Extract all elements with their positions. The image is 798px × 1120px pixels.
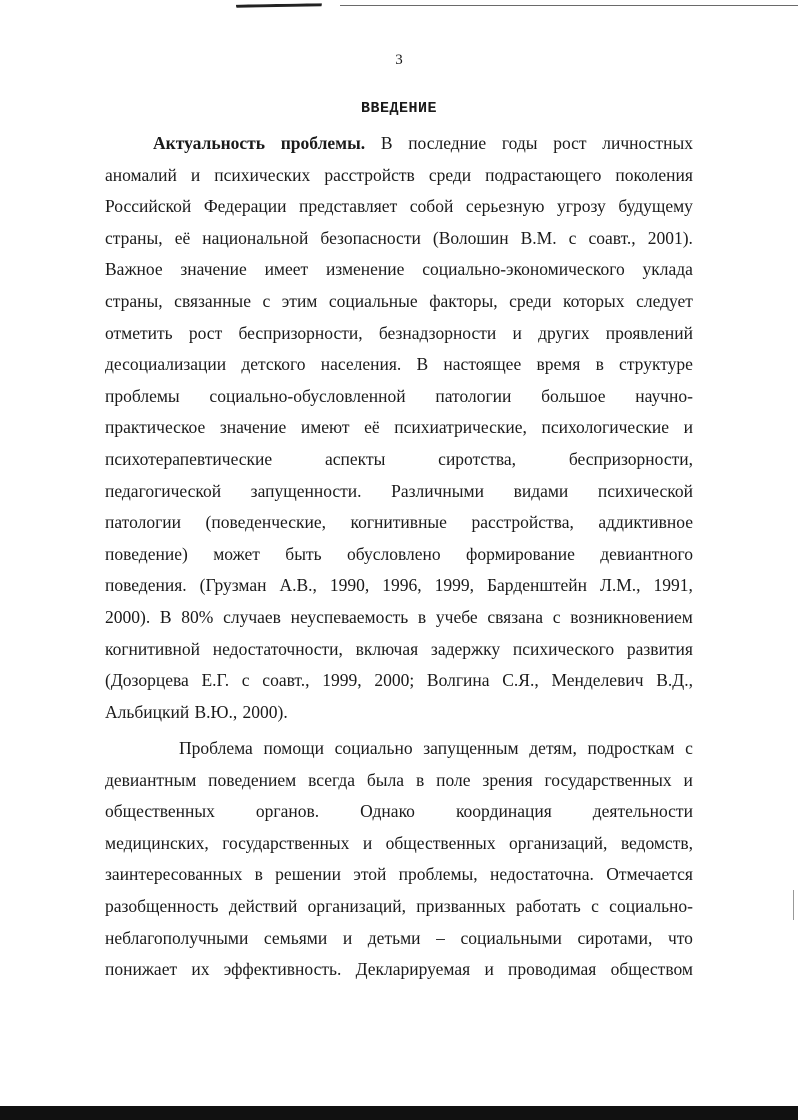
text-line [105,381,693,413]
word: 1996, [382,575,422,596]
word: её [174,227,191,248]
word: настоящее [443,354,522,375]
word: случаев [223,606,281,627]
word: (Дозорцева [105,670,189,691]
word: факторы, [429,290,498,311]
word: научно- [635,385,693,406]
word: среди [509,290,552,311]
word: с [591,895,599,916]
word: страны, [105,227,163,248]
word: их [191,959,210,980]
word: общественных [105,801,215,822]
word: государственных [222,832,350,853]
word: в [417,606,427,627]
word: угрозу [557,196,606,217]
word: Волгина [426,670,490,691]
word: когнитивные [350,512,447,533]
text-line [105,602,693,634]
word: быть [285,543,322,564]
word: психотерапевтические [105,448,273,469]
word: безнадзорности [378,322,497,343]
word: других [538,322,590,343]
word: расстройства, [471,512,574,533]
word: работать [516,895,581,916]
text-line [105,954,693,986]
word: аспекты [325,448,386,469]
word: в [415,769,425,790]
word: 2000; [374,670,415,691]
word: среди [428,164,472,185]
word: с [262,290,271,311]
word: представляет [299,196,398,217]
word: В [380,133,393,153]
word: этой [353,864,387,885]
word: проблемы. [280,133,366,153]
word: большое [541,385,606,406]
text-line [105,697,693,729]
word: и [190,164,201,185]
word: обусловлено [347,543,441,564]
text-line [105,476,693,508]
text-line [105,796,693,828]
word: соавт., [588,227,636,248]
word: неуспеваемость [290,606,409,627]
text-line [105,923,693,955]
word: населения. [320,354,402,375]
word: педагогической [105,480,222,501]
word: Различными [391,480,484,501]
word: социально- [609,895,693,916]
paragraph-relevance [105,128,693,728]
word: семьями [263,927,328,948]
word: последние [408,133,487,153]
text-line [105,507,693,539]
word: действий [228,895,298,916]
text-line [105,570,693,602]
word: сиротами, [577,927,653,948]
word: расстройств [324,164,415,185]
word: психических [214,164,311,185]
word: Актуальность [153,133,266,153]
word: 2000). [242,701,288,722]
word: имеет [264,259,309,280]
word: психиатрические, [394,417,527,438]
word: психической [597,480,693,501]
word: деятельности [592,801,693,822]
word: Менделевич [551,670,644,691]
word: Декларируемая [355,959,471,980]
word: Альбицкий [105,701,190,722]
word: возникновением [570,606,693,627]
word: значение [219,417,287,438]
text-line [105,223,693,255]
text-line [105,160,693,192]
word: поколения [615,164,693,185]
word: поле [436,769,471,790]
word: Барденштейн [486,575,587,596]
word: и [484,959,494,980]
scan-artifact-right-edge [793,890,794,920]
text-line [105,765,693,797]
word: проблемы [105,385,180,406]
word: детям, [529,738,577,758]
word: социально [334,738,413,758]
word: практическое [105,417,206,438]
section-heading: ВВЕДЕНИЕ [360,100,437,117]
word: которых [563,290,625,311]
word: аддиктивное [598,512,693,533]
text-line [105,444,693,476]
text-line [105,539,693,571]
word: безопасности [320,227,421,248]
word: 1991, [653,575,693,596]
word: сиротства, [438,448,517,469]
word: недостаточна. [489,864,594,885]
word: и [683,769,693,790]
word: социально-экономического [422,259,625,280]
word: социально-обусловленной [209,385,406,406]
word: социальными [460,927,562,948]
text-line [105,412,693,444]
word: 80% [181,606,214,627]
text-line [105,859,693,891]
word: будущему [618,196,693,217]
word: проблемы, [398,864,478,885]
word: – [436,927,445,948]
word: структуре [619,354,693,375]
word: отметить [105,322,173,343]
word: (Волошин [432,227,509,248]
word: ведомств, [620,832,693,853]
word: время [536,354,581,375]
word: страны, [105,290,163,311]
text-line [105,349,693,381]
word: в [254,864,263,885]
word: общественных [385,832,496,853]
word: психического [512,638,615,659]
word: С.Я., [502,670,539,691]
word: решении [275,864,342,885]
word: её [364,417,380,438]
word: значение [180,259,247,280]
paragraph-assistance-problem [105,733,693,986]
word: уклада [642,259,693,280]
word: государственных [544,769,672,790]
word: формирование [466,543,575,564]
word: поведение) [105,543,188,564]
word: зрения [482,769,533,790]
word: недостаточности, [212,638,343,659]
word: этим [281,290,318,311]
word: помощи [263,738,324,758]
word: понижает [105,959,178,980]
word: психологические [541,417,670,438]
word: с [568,227,577,248]
word: В.Д., [656,670,693,691]
word: и [683,417,693,438]
word: национальной [202,227,309,248]
word: соавт., [262,670,310,691]
word: имеют [300,417,350,438]
word: десоциализации [105,354,227,375]
text-line [105,891,693,923]
word: патологии [435,385,512,406]
scan-artifact-top-line [340,5,798,6]
word: видами [513,480,569,501]
text-line [105,286,693,318]
word: проводимая [508,959,597,980]
word: 1999, [434,575,474,596]
word: следует [636,290,693,311]
word: девиантным [105,769,197,790]
word: Федерации [203,196,287,217]
text-line [105,128,693,160]
text-line [105,254,693,286]
word: запущенным [423,738,519,758]
word: когнитивной [105,638,201,659]
word: организаций, [307,895,406,916]
word: патологии [105,512,182,533]
word: связана [487,606,544,627]
word: детского [241,354,306,375]
word: связанные [174,290,251,311]
word: может [213,543,260,564]
word: с [552,606,561,627]
word: А.В., [279,575,317,596]
word: социальные [328,290,418,311]
word: аномалий [105,164,177,185]
word: В.М. [520,227,557,248]
word: рост [553,133,587,153]
word: медицинских, [105,832,209,853]
word: Однако [360,801,415,822]
text-line [105,828,693,860]
word: личностных [602,133,693,153]
word: задержку [430,638,501,659]
word: поведения. [105,575,187,596]
word: в [595,354,604,375]
word: включая [355,638,419,659]
word: девиантного [600,543,693,564]
word: (Грузман [199,575,267,596]
word: организаций, [509,832,608,853]
scan-artifact-bottom-bar [0,1106,798,1120]
text-line [105,318,693,350]
word: В.Ю., [194,701,238,722]
word: разобщенность [105,895,219,916]
word: проявлений [605,322,693,343]
word: В [416,354,429,375]
word: призванных [416,895,506,916]
word: Отмечается [606,864,693,885]
word: заинтересованных [105,864,243,885]
word: подрастающего [485,164,602,185]
word: и [512,322,522,343]
word: беспризорности, [238,322,363,343]
text-line [105,191,693,223]
word: координация [455,801,552,822]
word: В [159,606,172,627]
word: Л.М., [599,575,641,596]
word: детьми [367,927,421,948]
word: всегда [308,769,356,790]
page-number: 3 [395,52,403,68]
word: эффективность. [223,959,342,980]
word: Важное [105,259,163,280]
word: была [366,769,405,790]
word: серьезную [465,196,545,217]
word: 2001). [647,227,693,248]
word: (поведенческие, [205,512,326,533]
word: с [685,738,693,758]
word: и [362,832,373,853]
word: обществом [610,959,693,980]
word: запущенности. [250,480,362,501]
word: собой [409,196,454,217]
word: Российской [105,196,192,217]
word: годы [501,133,538,153]
word: органов. [255,801,320,822]
word: учебе [435,606,478,627]
word: поведением [208,769,297,790]
word: и [342,927,353,948]
word: 1999, [322,670,362,691]
word: Е.Г. [201,670,230,691]
text-line [105,665,693,697]
text-line [105,733,693,765]
word: рост [188,322,223,343]
word: 1990, [329,575,370,596]
word: 2000). [105,606,151,627]
word: Проблема [179,738,253,758]
word: подросткам [587,738,675,758]
word: неблагополучными [105,927,249,948]
word: изменение [325,259,405,280]
word: что [667,927,693,948]
word: развития [626,638,693,659]
word: с [241,670,250,691]
text-line [105,634,693,666]
word: беспризорности, [568,448,693,469]
scan-artifact-top-mark [236,3,322,13]
